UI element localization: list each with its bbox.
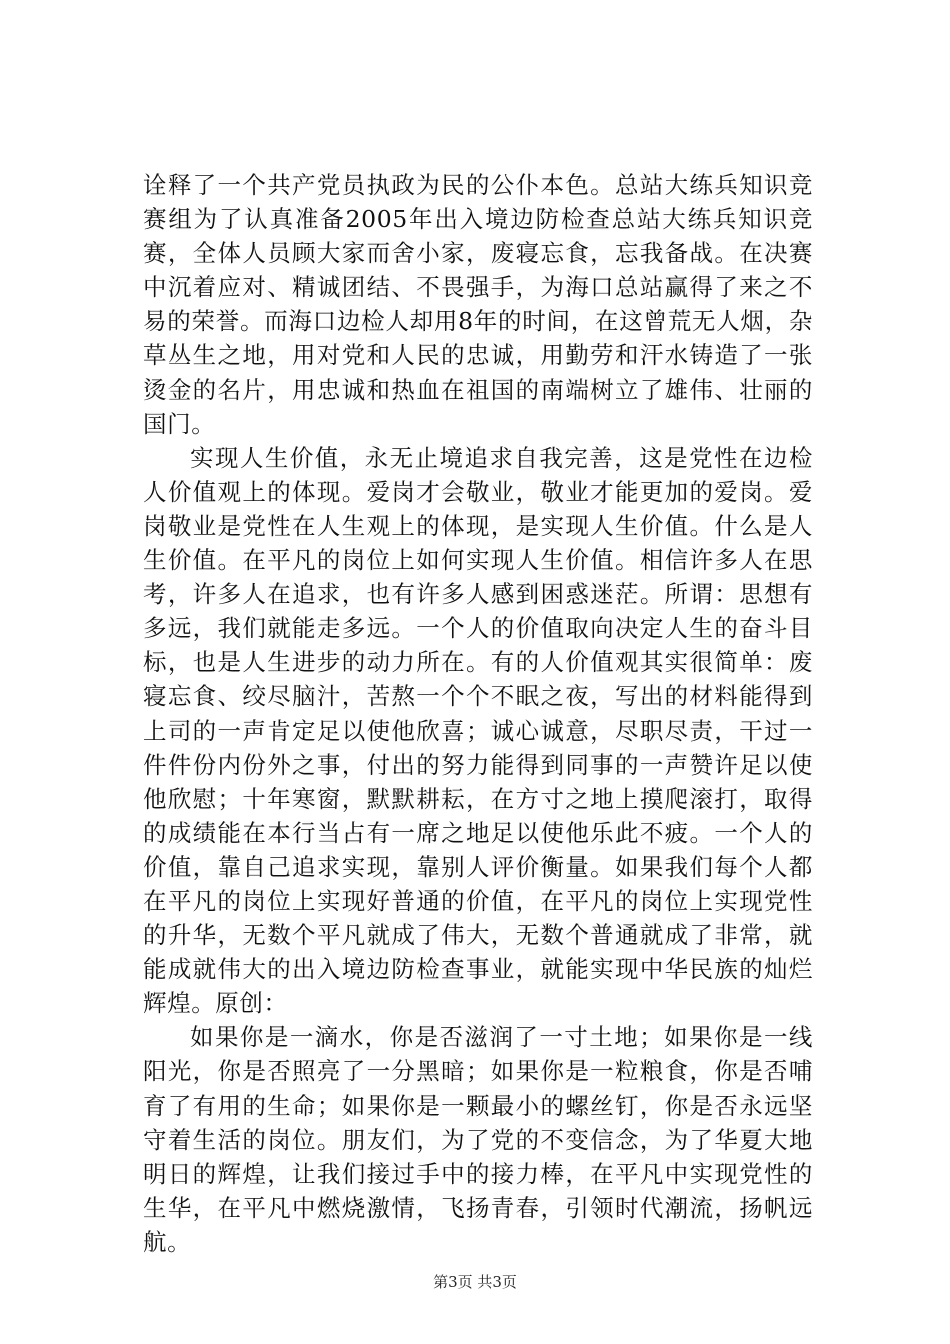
- document-body: [143, 168, 813, 1259]
- paragraph-1: 诠释了一个共产党员执政为民的公仆本色。总站大练兵知识竞赛组为了认真准备2005年出入境边防检查总站大练兵知识竞赛，全体人员顾大家而舍小家，废寝忘食，忘我备战。在决赛中沉着应对、精诚团结、不畏强手，为海口总站赢得了来之不易的荣誉。而海口边检人却用8年的时间，在这曾荒无人烟，杂草丛生之地，用对党和人民的忠诚，用勤劳和汗水铸造了一张烫金的名片，用忠诚和热血在祖国的南端树立了雄伟、壮丽的国门。: [143, 171, 813, 438]
- paragraph-2: 实现人生价值，永无止境追求自我完善，这是党性在边检人价值观上的体现。爱岗才会敬业，敬业才能更加的爱岗。爱岗敬业是党性在人生观上的体现，是实现人生价值。什么是人生价值。在平凡的岗位上如何实现人生价值。相信许多人在思考，许多人在追求，也有许多人感到困惑迷茫。所谓：思想有多远，我们就能走多远。一个人的价值取向决定人生的奋斗目标，也是人生进步的动力所在。有的人价值观其实很简单：废寝忘食、绞尽脑汁，苦熬一个个不眠之夜，写出的材料能得到上司的一声肯定足以使他欣喜；诚心诚意，尽职尽责，干过一件件份内份外之事，付出的努力能得到同事的一声赞许足以使他欣慰；十年寒窗，默默耕耘，在方寸之地上摸爬滚打，取得的成绩能在本行当占有一席之地足以使他乐此不疲。一个人的价值，靠自己追求实现，靠别人评价衡量。如果我们每个人都在平凡的岗位上实现好普通的价值，在平凡的岗位上实现党性的升华，无数个平凡就成了伟大，无数个普通就成了非常，就能成就伟大的出入境边防检查事业，就能实现中华民族的灿烂辉煌。原创：: [143, 443, 813, 1018]
- paragraph-3: 如果你是一滴水，你是否滋润了一寸土地；如果你是一线阳光，你是否照亮了一分黑暗；如果你是一粒粮食，你是否哺育了有用的生命；如果你是一颗最小的螺丝钉，你是否永远坚守着生活的岗位。朋友们，为了党的不变信念，为了华夏大地明日的辉煌，让我们接过手中的接力棒，在平凡中实现党性的生华，在平凡中燃烧激情，飞扬青春，引领时代潮流，扬帆远航。: [143, 1023, 813, 1256]
- page-footer: 第3页 共3页: [433, 1273, 517, 1291]
